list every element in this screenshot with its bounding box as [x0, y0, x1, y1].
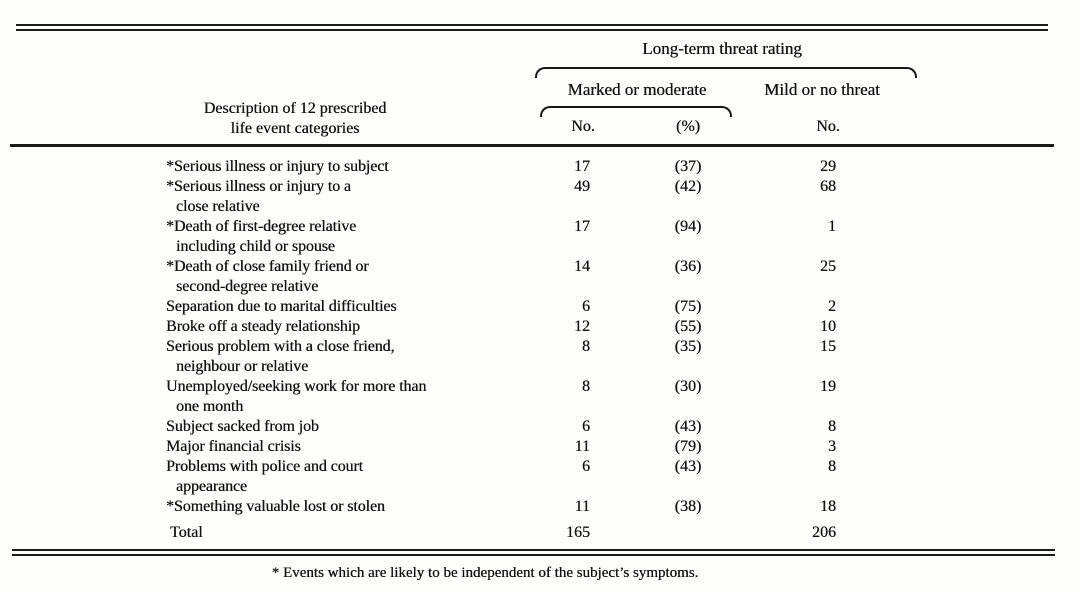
event-category-label [0, 317, 1080, 337]
marked-pct-cell: (37) [674, 158, 702, 175]
table-body [0, 157, 1080, 517]
event-category-label [0, 217, 1080, 257]
group-header-marked-or-moderate: Marked or moderate [567, 80, 707, 99]
table-row [0, 417, 1080, 437]
span-bracket-threat-rating [535, 67, 917, 78]
event-label-line: *Death of close family friend or [166, 258, 369, 275]
event-label-continuation: one month [176, 398, 244, 415]
stub-column-header [204, 99, 387, 139]
event-category-label [0, 177, 1080, 217]
column-header-no-marked: No. [571, 118, 595, 135]
event-label-line: Major financial crisis [166, 438, 301, 455]
marked-no-cell: 17 [574, 158, 590, 175]
table-row [0, 297, 1080, 317]
event-label-line: Broke off a steady relationship [166, 318, 360, 335]
top-rule-line-2 [16, 29, 1048, 31]
event-label-continuation: including child or spouse [176, 238, 335, 255]
event-label-line: Unemployed/seeking work for more than [166, 378, 427, 395]
mild-no-cell: 19 [820, 378, 836, 395]
event-label-continuation: second-degree relative [176, 278, 319, 295]
marked-no-cell: 11 [574, 498, 590, 515]
event-category-label [0, 157, 1080, 177]
marked-pct-cell: (30) [674, 378, 702, 395]
mild-no-cell: 25 [820, 258, 836, 275]
event-label-continuation: neighbour or relative [176, 358, 309, 375]
table-row [0, 337, 1080, 377]
event-label-line: Serious problem with a close friend, [166, 338, 395, 355]
mild-no-cell: 1 [828, 218, 836, 235]
event-label-continuation: close relative [176, 198, 260, 215]
total-no-marked-cell: 165 [566, 524, 590, 541]
marked-pct-cell: (94) [674, 218, 702, 235]
marked-no-cell: 6 [582, 418, 590, 435]
event-label-line: *Serious illness or injury to a [166, 178, 351, 195]
event-category-label [0, 497, 1080, 517]
event-label-line: Separation due to marital difficulties [166, 298, 397, 315]
marked-no-cell: 6 [582, 458, 590, 475]
table-row [0, 257, 1080, 297]
header-separator-rule [10, 144, 1054, 147]
table-row [0, 377, 1080, 417]
bottom-rule-line-2 [12, 554, 1055, 556]
event-category-label [0, 437, 1080, 457]
marked-no-cell: 6 [582, 298, 590, 315]
bottom-rule-line-1 [12, 549, 1055, 551]
total-row [0, 523, 1080, 543]
table-row [0, 217, 1080, 257]
event-label-line: Problems with police and court [166, 458, 363, 475]
span-header-long-term-threat-rating: Long-term threat rating [642, 39, 802, 58]
marked-no-cell: 49 [574, 178, 590, 195]
marked-pct-cell: (75) [674, 298, 702, 315]
event-category-label [0, 457, 1080, 497]
table-row [0, 177, 1080, 217]
mild-no-cell: 8 [828, 458, 836, 475]
event-label-line: Subject sacked from job [166, 418, 319, 435]
column-header-percent: (%) [676, 118, 700, 135]
marked-no-cell: 8 [582, 338, 590, 355]
event-category-label [0, 337, 1080, 377]
marked-pct-cell: (38) [674, 498, 702, 515]
event-label-line: *Something valuable lost or stolen [166, 498, 385, 515]
event-label-line: *Serious illness or injury to subject [166, 158, 389, 175]
total-label: Total [170, 524, 203, 541]
table-row [0, 457, 1080, 497]
mild-no-cell: 2 [828, 298, 836, 315]
mild-no-cell: 29 [820, 158, 836, 175]
event-category-label [0, 297, 1080, 317]
marked-pct-cell: (43) [674, 418, 702, 435]
mild-no-cell: 8 [828, 418, 836, 435]
marked-pct-cell: (42) [674, 178, 702, 195]
stub-header-line-2: life event categories [230, 120, 360, 137]
mild-no-cell: 68 [820, 178, 836, 195]
event-category-label [0, 257, 1080, 297]
table-row [0, 157, 1080, 177]
mild-no-cell: 3 [828, 438, 836, 455]
mild-no-cell: 15 [820, 338, 836, 355]
marked-no-cell: 17 [574, 218, 590, 235]
marked-no-cell: 12 [574, 318, 590, 335]
event-label-continuation: appearance [176, 478, 247, 495]
event-category-label [0, 417, 1080, 437]
stub-header-line-1: Description of 12 prescribed [203, 100, 387, 117]
group-header-mild-or-no-threat: Mild or no threat [764, 80, 880, 99]
table-row [0, 437, 1080, 457]
footnote: * Events which are likely to be independent of the subject’s symptoms. [271, 565, 699, 581]
total-no-mild-cell: 206 [812, 524, 836, 541]
marked-no-cell: 8 [582, 378, 590, 395]
marked-pct-cell: (35) [674, 338, 702, 355]
column-header-no-mild: No. [816, 118, 840, 135]
marked-no-cell: 14 [574, 258, 590, 275]
marked-pct-cell: (43) [674, 458, 702, 475]
marked-pct-cell: (36) [674, 258, 702, 275]
mild-no-cell: 18 [820, 498, 836, 515]
event-label-line: *Death of first-degree relative [166, 218, 357, 235]
span-bracket-marked-or-moderate [540, 106, 732, 117]
table-row [0, 317, 1080, 337]
marked-no-cell: 11 [574, 438, 590, 455]
top-rule-line-1 [16, 24, 1048, 26]
table-row [0, 497, 1080, 517]
event-category-label [0, 377, 1080, 417]
mild-no-cell: 10 [820, 318, 836, 335]
marked-pct-cell: (55) [674, 318, 702, 335]
marked-pct-cell: (79) [674, 438, 702, 455]
